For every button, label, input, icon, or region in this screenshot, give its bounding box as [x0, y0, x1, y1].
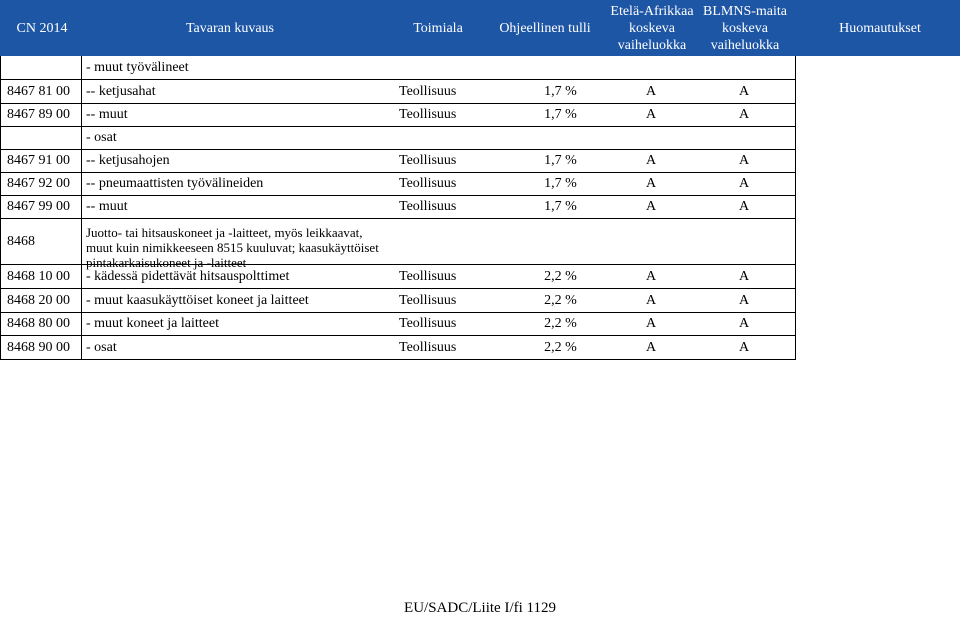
- table-row: [0, 173, 795, 196]
- row-base-duty: 1,7 %: [544, 153, 577, 168]
- row-south-africa-category: A: [645, 153, 657, 168]
- row-base-duty: 2,2 %: [544, 339, 577, 355]
- header-sector: Toimiala: [413, 20, 463, 36]
- row-south-africa-category: A: [645, 199, 657, 214]
- row-base-duty: 1,7 %: [544, 83, 577, 99]
- table-row: [0, 150, 795, 173]
- row-code: 8468 80 00: [7, 316, 70, 331]
- row-sector: Teollisuus: [399, 292, 457, 308]
- header-description: Tavaran kuvaus: [185, 20, 275, 36]
- row-blmns-category: A: [738, 176, 750, 191]
- page-footer: EU/SADC/Liite I/fi 1129: [404, 600, 556, 616]
- table-row: [0, 196, 795, 219]
- row-blmns-category: [713, 56, 775, 79]
- row-south-africa-category: A: [645, 316, 657, 331]
- row-description: -- muut: [86, 199, 128, 214]
- row-base-duty: 1,7 %: [544, 199, 577, 214]
- row-blmns-category: A: [738, 83, 750, 99]
- row-description: - osat: [86, 130, 117, 145]
- row-sector: Teollisuus: [399, 107, 457, 122]
- table-row: [0, 80, 795, 104]
- row-blmns-category: [713, 127, 775, 149]
- row-sector: Teollisuus: [399, 176, 457, 191]
- header-south-africa: Etelä-Afrikkaa koskeva vaiheluokka: [610, 3, 694, 53]
- table-header: [0, 0, 960, 56]
- row-blmns-category: A: [738, 339, 750, 355]
- row-description: -- pneumaattisten työvälineiden: [86, 176, 264, 191]
- row-blmns-category: A: [738, 268, 750, 284]
- row-description: - muut kaasukäyttöiset koneet ja laitteet: [86, 292, 309, 308]
- row-description: -- muut: [86, 107, 128, 122]
- header-blmns: BLMNS-maita koskeva vaiheluokka: [703, 3, 787, 53]
- row-code: 8467 91 00: [7, 153, 70, 168]
- row-code: 8468 10 00: [7, 268, 70, 284]
- row-base-duty: 1,7 %: [544, 176, 577, 191]
- row-description: Juotto- tai hitsauskoneet ja -laitteet, myös leikkaavat, muut kuin nimikkeeseen 8515 kuuluvat; kaasukäyttöiset pintakarkaisukoneet ja -laitteet: [86, 225, 379, 270]
- table-row: [0, 265, 795, 289]
- row-south-africa-category: A: [645, 176, 657, 191]
- header-cn: CN 2014: [16, 20, 68, 36]
- table-row: [0, 313, 795, 336]
- row-south-africa-category: A: [645, 83, 657, 99]
- header-remarks: Huomautukset: [839, 20, 921, 36]
- row-base-duty: 2,2 %: [544, 292, 577, 308]
- row-sector: Teollisuus: [399, 316, 457, 331]
- row-code: 8467 99 00: [7, 199, 70, 214]
- row-south-africa-category: A: [645, 292, 657, 308]
- table-row: [0, 336, 795, 360]
- row-base-duty: 2,2 %: [544, 316, 577, 331]
- row-blmns-category: [713, 219, 775, 264]
- row-blmns-category: A: [738, 292, 750, 308]
- row-blmns-category: A: [738, 199, 750, 214]
- row-code: 8467 81 00: [7, 83, 70, 99]
- row-blmns-category: A: [738, 107, 750, 122]
- row-code: 8468: [7, 233, 35, 249]
- table-row: [0, 127, 795, 150]
- table-row: [0, 56, 795, 80]
- row-description: - kädessä pidettävät hitsauspolttimet: [86, 268, 290, 284]
- row-south-africa-category: [620, 127, 682, 149]
- row-description: -- ketjusahat: [86, 83, 156, 99]
- row-base-duty: [523, 127, 598, 149]
- row-south-africa-category: A: [645, 339, 657, 355]
- header-base-duty: Ohjeellinen tulli: [499, 20, 591, 36]
- row-base-duty: 2,2 %: [544, 268, 577, 284]
- row-description: - osat: [86, 339, 117, 355]
- row-description: -- ketjusahojen: [86, 153, 170, 168]
- row-sector: Teollisuus: [399, 268, 457, 284]
- row-south-africa-category: [620, 56, 682, 79]
- row-code: 8467 92 00: [7, 176, 70, 191]
- row-code: 8468 20 00: [7, 292, 70, 308]
- table-row: [0, 289, 795, 313]
- row-south-africa-category: A: [645, 107, 657, 122]
- row-base-duty: 1,7 %: [544, 107, 577, 122]
- row-sector: Teollisuus: [399, 199, 457, 214]
- row-south-africa-category: [620, 219, 682, 264]
- row-code: 8468 90 00: [7, 339, 70, 355]
- row-blmns-category: A: [738, 316, 750, 331]
- row-blmns-category: A: [738, 153, 750, 168]
- row-sector: Teollisuus: [399, 339, 457, 355]
- table-row: [0, 219, 795, 270]
- row-description: - muut työvälineet: [86, 59, 189, 75]
- table-border: [0, 56, 1, 360]
- table-row: [0, 104, 795, 127]
- row-base-duty: [523, 56, 598, 79]
- row-south-africa-category: A: [645, 268, 657, 284]
- table-border: [81, 56, 82, 360]
- table-border: [795, 56, 796, 360]
- row-base-duty: [523, 219, 598, 264]
- row-description: - muut koneet ja laitteet: [86, 316, 219, 331]
- row-sector: Teollisuus: [399, 83, 457, 99]
- row-code: 8467 89 00: [7, 107, 70, 122]
- row-sector: Teollisuus: [399, 153, 457, 168]
